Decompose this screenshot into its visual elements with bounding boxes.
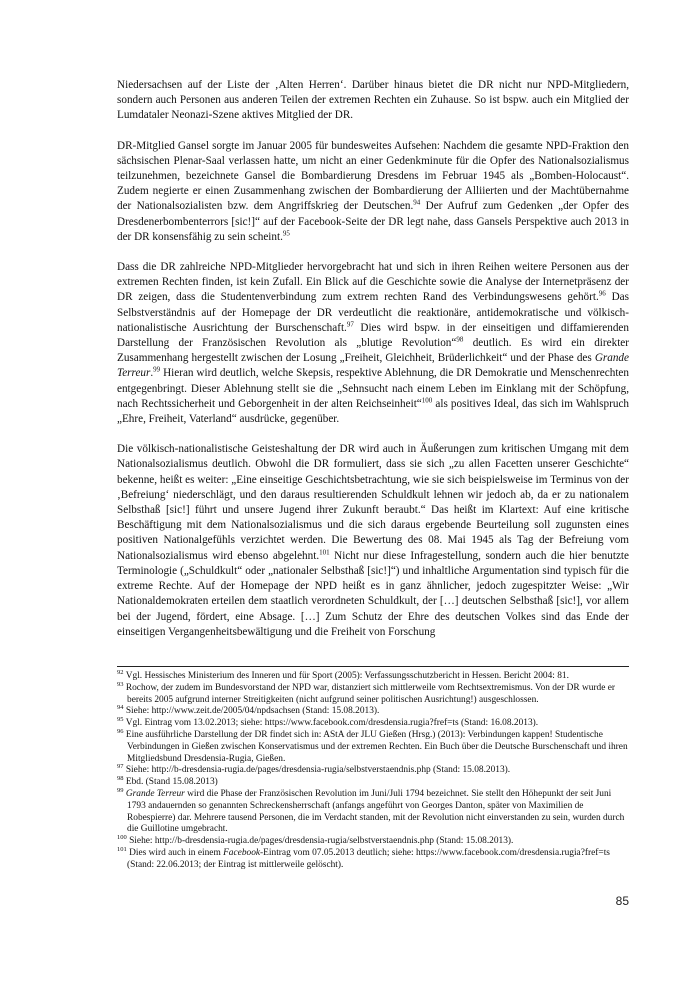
footnote-ref: 96 — [598, 289, 606, 298]
text-run: Siehe: http://www.zeit.de/2005/04/npdsachsen (Stand: 15.08.2013). — [125, 706, 380, 717]
text-run: als positives Ideal, das sich im Wahlspruch „Ehre, Freiheit, Vaterland“ ausdrücke, gegenüber. — [117, 397, 630, 426]
footnote-94: $^{94}$ Siehe: http://www.zeit.de/2005/04/npdsachsen (Stand: 15.08.2013). — [117, 704, 380, 717]
text-run: Hieran wird deutlich, welche Skepsis, respektive Ablehnung, die DR Demokratie und Menschenrechten entgegenbringt. Dieser Ablehnung stellt sie die „Sehnsucht nach einem Leben im Einklang mit der Schöpfung, nach Rechtssicherheit und Geborgenheit in der alten Reichseinheit“ — [117, 367, 629, 410]
footnote-ref: 94 — [413, 198, 421, 207]
footnote-separator — [117, 666, 629, 667]
text-run: Vgl. Hessisches Ministerium des Inneren und für Sport (2005): Verfassungsschutzbericht in Hessen. Bericht 2004: 81. — [125, 671, 569, 681]
paragraph-4 — [117, 442, 629, 640]
footnote-92: $^{92}$ Vgl. Hessisches Ministerium des Inneren und für Sport (2005): Verfassungsschutzbericht in Hessen. Bericht 2004: 81. — [117, 668, 569, 681]
text-run: Das Selbstverständnis auf der Homepage der DR verdeutlicht die reaktionäre, antidemokratische und völkisch-nationalistische Ausrichtung der Burschenschaft. — [117, 291, 629, 334]
body-text — [117, 78, 629, 655]
footnote-99: $^{99}$ Grande Terreur wird die Phase der Französischen Revolution im Juni/Juli 1794 bezeichnet. Sie stellt den Höhepunkt der seit Juni 1793 andauernden so genannten Schreckensherrschaft (anfangs angeführt von Georges Danton, später von Maximilien de Robespierre) dar. Mehrere tausend Personen, die im Verdacht standen, mit der Revolution nicht einverstanden zu sein, wurden durch die Guillotine umgebracht. — [117, 786, 625, 835]
text-run: Vgl. Eintrag vom 13.02.2013; siehe: https://www.facebook.com/dresdensia.rugia?fref=ts (Stand: 16.08.2013). — [125, 718, 539, 729]
text-run: Dies wird bspw. in der einseitigen und diffamierenden Darstellung der Französischen Revolution als „blutige Revolution“ — [117, 321, 629, 350]
text-run: . — [150, 367, 154, 380]
footnote-101: $^{101}$ Dies wird auch in einem Facebook-Eintrag vom 07.05.2013 deutlich; siehe: https://www.facebook.com/dresdensia.rugia?fref=ts (Stand: 22.06.2013; der Eintrag ist mittlerweile gelöscht). — [117, 845, 610, 870]
page-number: 85 — [615, 894, 629, 908]
footnote-ref: 100 — [421, 396, 433, 405]
text-run: Ebd. (Stand 15.08.2013) — [125, 777, 218, 788]
footnote-100: $^{100}$ Siehe: http://b-dresdensia-rugia.de/pages/dresdensia-rugia/selbstverstaendnis.php (Stand: 15.08.2013). — [117, 834, 514, 847]
footnote-ref: 97 — [346, 320, 354, 329]
footnote-96: $^{96}$ Eine ausführliche Darstellung der DR findet sich in: AStA der JLU Gießen (Hrsg.) (2013): Verbindungen kappen! Studentische Verbindungen in Gießen zwischen Konservatismus und der extremen Rechten. Ein Buch über die Deutsche Burschenschaft und ihren Mitgliedsbund Dresdensia-Rugia, Gießen. — [117, 727, 628, 764]
text-run: -Eintrag vom 07.05.2013 deutlich; siehe: https://www.facebook.com/dresdensia.rugia?fref=ts (Stand: 22.06.2013; der Eintrag ist mittlerweile gelöscht). — [127, 847, 610, 870]
italic-term: Grande Terreur — [117, 352, 629, 380]
text-run: Die völkisch-nationalistische Geisteshaltung der DR wird auch in Äußerungen zum kritischen Umgang mit dem Nationalsozialismus deutlich. Obwohl die DR formuliert, dass sie sich „zu allen Facetten unserer Geschichte“ bekenne, heißt es weiter: „Eine einseitige Geschichtsbetrachtung, wie sie sich beispielsweise im Terminus von der ‚Befreiung‘ niederschlägt, und den daraus resultierenden Schuldkult lehnen wir jedoch ab, da er zu nationalem Selbsthaß [sic!] führt und unsere Jugend ihrer Zukunft beraubt.“ Das heißt im Klartext: Auf eine kritische Beschäftigung mit dem Nationalsozialismus und die sich daraus ergebende Beurteilung soll zugunsten eines positiven Nationalgefühls verzichtet werden. Die Bewertung des 08. Mai 1945 als Tag der Befreiung vom Nationalsozialismus wird ebenso abgelehnt. — [117, 443, 629, 562]
paragraph-2 — [117, 139, 629, 245]
footnote-ref: 95 — [282, 229, 290, 238]
text-run: Niedersachsen auf der Liste der ‚Alten Herren‘. Darüber hinaus bietet die DR nicht nur NPD-Mitgliedern, sondern auch Personen aus anderen Teilen der extremen Rechten ein Zuhause. So ist bspw. auch ein Mitglied der Lumdataler Neonazi-Szene aktives Mitglied der DR. — [117, 79, 629, 122]
footnote-95: $^{95}$ Vgl. Eintrag vom 13.02.2013; siehe: https://www.facebook.com/dresdensia.rugia?fref=ts (Stand: 16.08.2013). — [117, 716, 539, 729]
text-run: Der Aufruf zum Gedenken „der Opfer des Dresdenerbombenterrors [sic!]“ auf der Facebook-Seite der DR legt nahe, dass Gansels Perspektive auch 2013 in der DR konsensfähig zu sein scheint. — [117, 200, 629, 243]
text-run: Nicht nur diese Infragestellung, sondern auch die hier benutzte Terminologie („Schuldkult“ oder „nationaler Selbsthaß [sic!]“) und inhaltliche Argumentation sind typisch für die extreme Rechte. Auf der Homepage der NPD heißt es in ganz ähnlicher, jedoch zugespitzter Weise: „Wir Nationaldemokraten erteilen dem staatlich verordneten Schuldkult, der […] deutschen Selbsthaß [sic!], vor allem bei der Jugend, fördert, eine Absage. […] Zum Schutz der Ehre des deutschen Volkes sind das Ende der einseitigen Vergangenheitsbewältigung und die Freiheit von Forschung — [117, 549, 629, 638]
text-run: wird die Phase der Französischen Revolution im Juni/Juli 1794 bezeichnet. Sie stellt den Höhepunkt der seit Juni 1793 andauernden so genannten Schreckensherrschaft (anfangs angeführt von Georges Danton, später von Maximilien de Robespierre) dar. Mehrere tausend Personen, die im Verdacht standen, mit der Revolution nicht einverstanden zu sein, wurden durch die Guillotine umgebracht. — [127, 788, 625, 835]
text-run: Dass die DR zahlreiche NPD-Mitglieder hervorgebracht hat und sich in ihren Reihen weitere Personen aus der extremen Rechten finden, ist kein Zufall. Ein Blick auf die Geschichte sowie die Analyse der Internetpräsenz der DR zeigen, dass die Studentenverbindung zum extrem rechten Rand des Verbindungswesens gehört. — [117, 261, 629, 304]
italic-term: Facebook — [223, 847, 261, 858]
footnote-97: $^{97}$ Siehe: http://b-dresdensia-rugia.de/pages/dresdensia-rugia/selbstverstaendnis.php (Stand: 15.08.2013). — [117, 763, 511, 776]
paragraph-3 — [117, 260, 629, 427]
text-run: Siehe: http://b-dresdensia-rugia.de/pages/dresdensia-rugia/selbstverstaendnis.php (Stand: 15.08.2013). — [129, 836, 514, 847]
italic-term: Grande Terreur — [125, 788, 185, 799]
footnote-ref: 99 — [153, 365, 161, 374]
text-run: deutlich. Es wird ein direkter Zusammenhang hergestellt zwischen der Losung „Freiheit, Gleichheit, Brüderlichkeit“ und der Phase des — [117, 337, 630, 365]
text-run: Dies wird auch in einem — [126, 847, 224, 858]
footnotes — [117, 668, 629, 872]
text-run: DR-Mitglied Gansel sorgte im Januar 2005 für bundesweites Aufsehen: Nachdem die gesamte NPD-Fraktion den sächsischen Plenar-Saal verlassen hatte, um nicht an einer Gedenkminute für die Opfer des Nationalsozialismus teilzunehmen, bezeichnete Gansel die Bombardierung Dresdens im Februar 1945 als „Bomben-Holocaust“. Zudem negierte er einen Zusammenhang zwischen der Bombardierung der Alliierten und der Machtübernahme der Nationalsozialisten bzw. dem Angriffskrieg der Deutschen. — [117, 139, 629, 213]
footnote-ref: 101 — [319, 547, 330, 556]
footnote-98: $^{98}$ Ebd. (Stand 15.08.2013) — [117, 775, 218, 788]
footnote-ref: 98 — [456, 335, 464, 344]
paragraph-1 — [117, 78, 629, 124]
text-run: Eine ausführliche Darstellung der DR findet sich in: AStA der JLU Gießen (Hrsg.) (2013): Verbindungen kappen! Studentische Verbindungen in Gießen zwischen Konservatismus und der extremen Rechten. Ein Buch über die Deutsche Burschenschaft und ihren Mitgliedsbund Dresdensia-Rugia, Gießen. — [125, 729, 628, 764]
text-run: Rochow, der zudem im Bundesvorstand der NPD war, distanziert sich mittlerweile vom Rechtsextremismus. Von der DR wurde er bereits 2005 aufgrund interner Streitigkeiten (nicht aufgrund seiner politischen Ausrichtung!) ausgeschlossen. — [125, 682, 616, 705]
footnote-93: $^{93}$ Rochow, der zudem im Bundesvorstand der NPD war, distanziert sich mittlerweile vom Rechtsextremismus. Von der DR wurde er bereits 2005 aufgrund interner Streitigkeiten (nicht aufgrund seiner politischen Ausrichtung!) ausgeschlossen. — [117, 680, 616, 705]
text-run: Siehe: http://b-dresdensia-rugia.de/pages/dresdensia-rugia/selbstverstaendnis.php (Stand: 15.08.2013). — [125, 765, 511, 776]
